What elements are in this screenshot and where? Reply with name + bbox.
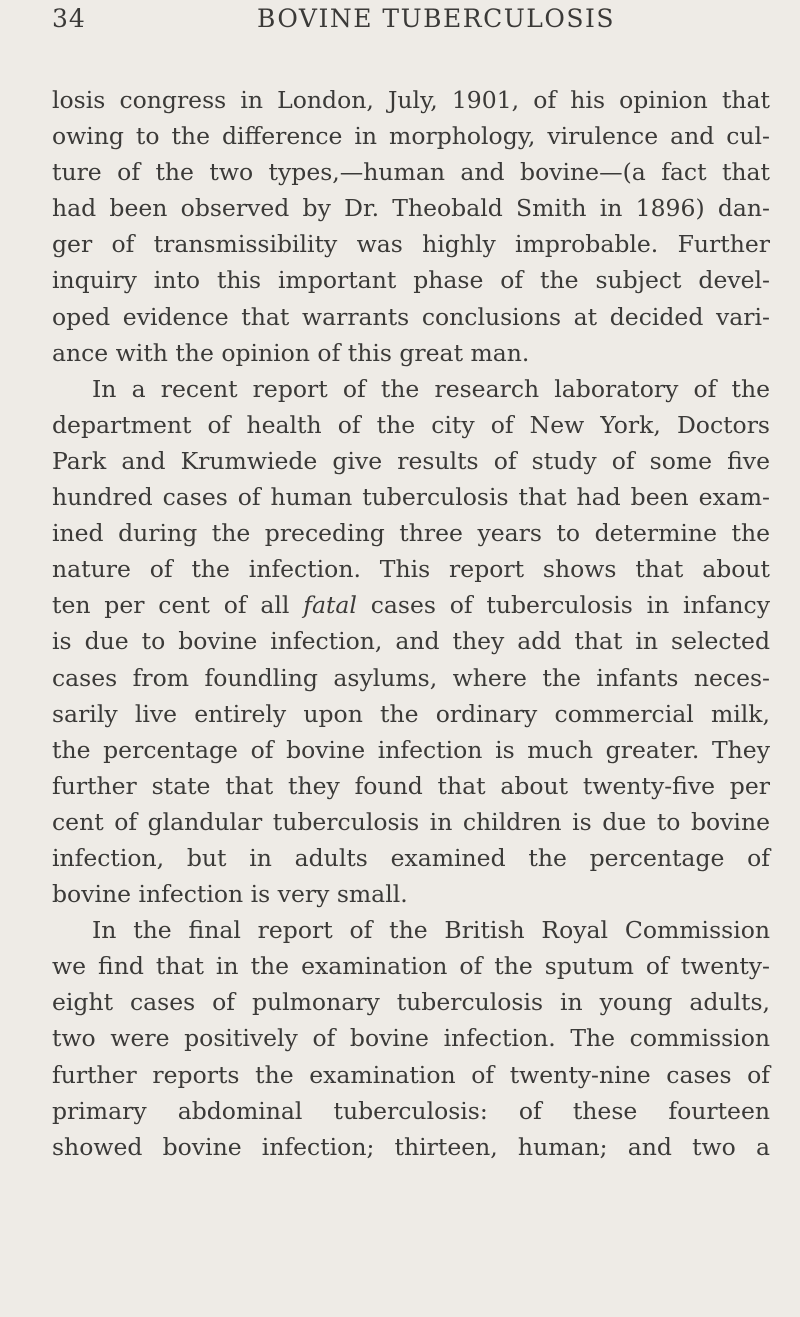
text-line: eight cases of pulmonary tuberculosis in young adults, xyxy=(52,988,770,1017)
text-line: In a recent report of the research laboratory of the xyxy=(92,374,770,403)
running-title: BOVINE TUBERCULOSIS xyxy=(257,4,616,33)
body-text xyxy=(52,82,770,1165)
text-line: oped evidence that warrants conclusions at decided vari- xyxy=(52,302,770,331)
page-number: 34 xyxy=(52,4,86,33)
text-line: bovine infection is very small. xyxy=(52,880,408,909)
page-header xyxy=(52,4,770,40)
text-line: infection, but in adults examined the percentage of xyxy=(52,843,770,872)
text-line: nature of the infection. This report shows that about xyxy=(52,555,770,584)
text-line: two were positively of bovine infection. The commission xyxy=(52,1024,770,1053)
text-line: ten per cent of all fatal cases of tuberculosis in infancy xyxy=(52,591,770,620)
text-line: primary abdominal tuberculosis: of these fourteen xyxy=(52,1096,770,1125)
text-line: sarily live entirely upon the ordinary commercial milk, xyxy=(52,699,770,728)
text-line: losis congress in London, July, 1901, of his opinion that xyxy=(52,86,770,114)
text-line: cases from foundling asylums, where the infants neces- xyxy=(52,663,770,692)
text-line: In the final report of the British Royal Commission xyxy=(92,916,770,945)
text-line: further state that they found that about twenty-five per xyxy=(52,771,770,800)
text-line: owing to the difference in morphology, virulence and cul- xyxy=(52,122,770,151)
text-line: inquiry into this important phase of the subject devel- xyxy=(52,266,770,295)
text-line: ance with the opinion of this great man. xyxy=(52,338,530,367)
text-line: hundred cases of human tuberculosis that had been exam- xyxy=(52,483,770,512)
text-line: the percentage of bovine infection is much greater. They xyxy=(52,735,770,764)
text-line: Park and Krumwiede give results of study of some five xyxy=(52,446,770,475)
text-line: showed bovine infection; thirteen, human; and two a xyxy=(52,1132,770,1161)
text-line: ture of the two types,—human and bovine—(a fact that xyxy=(52,158,770,187)
text-line: further reports the examination of twenty-nine cases of xyxy=(52,1060,770,1089)
text-line: ined during the preceding three years to determine the xyxy=(52,519,770,548)
emphasis: fatal xyxy=(303,591,357,620)
text-line: department of health of the city of New York, Doctors xyxy=(52,410,770,439)
text-line: we find that in the examination of the sputum of twenty- xyxy=(52,952,770,981)
text-line: had been observed by Dr. Theobald Smith in 1896) dan- xyxy=(52,194,770,223)
text-line: is due to bovine infection, and they add that in selected xyxy=(52,627,770,656)
text-line: ger of transmissibility was highly improbable. Further xyxy=(52,230,770,259)
text-line: cent of glandular tuberculosis in children is due to bovine xyxy=(52,807,770,836)
